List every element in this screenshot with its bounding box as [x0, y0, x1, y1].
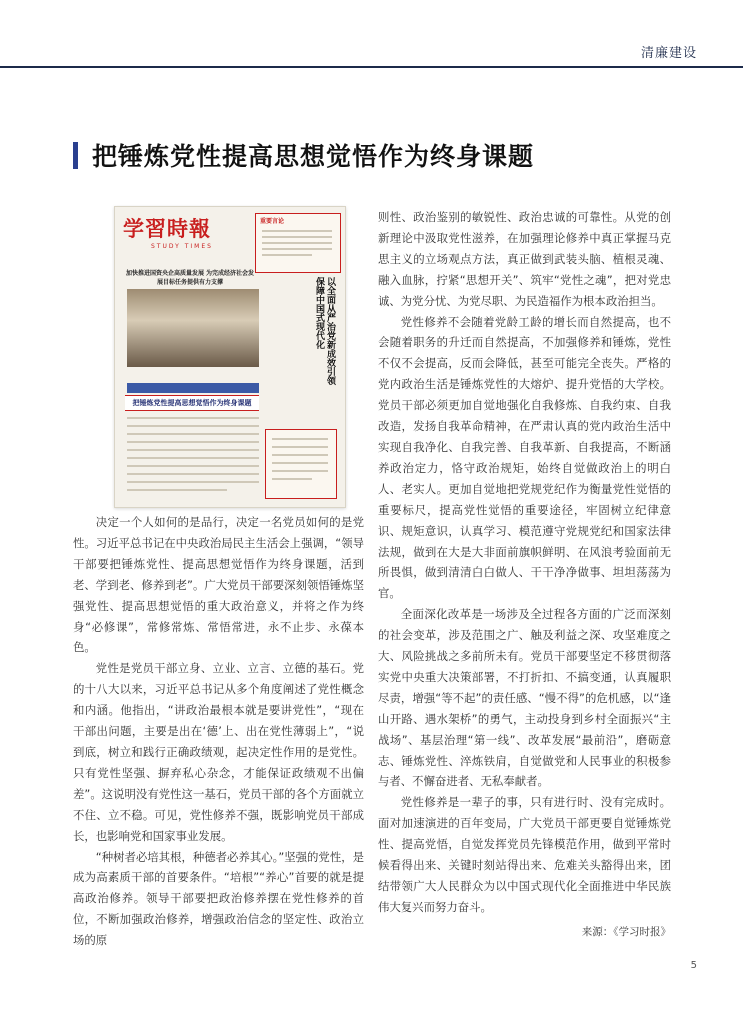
paragraph: 党性是党员干部立身、立业、立言、立德的基石。党的十八大以来，习近平总书记从多个角度阐述了党性概念和内涵。他指出，“讲政治最根本就是要讲党性”，“现在干部出问题，主要是出在‘德’上、出在党性薄弱上”，“说到底，树立和践行正确政绩观，起决定性作用的是党性。只有党性坚强、摒弃私心杂念，才能保证政绩观不出偏差”。这说明没有党性这一基石，党员干部的各个方面就立不住、立不稳。可见，党性修养不强，既影响党员干部成长，也影响党和国家事业发展。	[73, 661, 364, 843]
paragraph: 决定一个人如何的是品行，决定一名党员如何的是党性。习近平总书记在中央政治局民主生活会上强调，“领导干部要把锤炼党性、提高思想觉悟作为终身课题，活到老、学到老、修养到老”。广大党员干部要深刻领悟锤炼坚强党性、提高思想觉悟的重大政治意义，并将之作为终身“必修课”，常修常炼、常悟常进，永不止步、永葆本色。	[73, 515, 364, 655]
body-left-column	[73, 512, 364, 951]
paragraph: 党性修养是一辈子的事，只有进行时、没有完成时。面对加速演进的百年变局，广大党员干部更要自觉锤炼党性、提高党悟，自觉发挥党员先锋模范作用，做到平常时候看得出来、关键时刻站得出来、危难关头豁得出来，团结带领广大人民群众为以中国式现代化全面推进中华民族伟大复兴而努力奋斗。	[378, 795, 671, 914]
clipping-vertical-headline: 以全面从严治党新成效引领保障中国式现代化	[314, 277, 335, 385]
text-line	[127, 433, 259, 435]
newspaper-clipping-image	[114, 206, 346, 508]
text-line	[127, 489, 227, 491]
clipping-subheadline: 把锤炼党性提高思想觉悟作为终身课题	[125, 395, 259, 411]
paragraph-continuation: 则性、政治鉴别的敏锐性、政治忠诚的可靠性。从党的创新理论中汲取党性滋养，在加强理论修养中真正掌握马克思主义的立场观点方法，真正做到武装头脑、植根灵魂、融入血脉，拧紧“思想开关”、筑牢“党性之魂”，把对党忠诚、为党分忧、为党尽职、为民造福作为根本政治担当。	[378, 210, 671, 308]
paragraph: 全面深化改革是一场涉及全过程各方面的广泛而深刻的社会变革，涉及范围之广、触及利益之深、攻坚难度之大、风险挑战之多前所未有。党员干部要坚定不移贯彻落实党中央重大决策部署，不打折扣、不搞变通，认真履职尽责，增强“等不起”的责任感、“慢不得”的危机感，以“逢山开路、遇水架桥”的勇气，主动投身到乡村全面振兴“主战场”、基层治理“第一线”、改革发展“最前沿”，磨砺意志、锤炼党性、淬炼铁肩，自觉做党和人民事业的积极参与者、不懈奋进者、无私奉献者。	[378, 607, 671, 789]
section-label: 清廉建设	[640, 46, 697, 61]
body-right-column	[378, 207, 671, 943]
text-line	[127, 449, 259, 451]
clipping-side-box	[265, 429, 337, 499]
article-title: 把锤炼党性提高思想觉悟作为终身课题	[92, 142, 535, 171]
masthead-subtitle: STUDY TIMES	[151, 243, 213, 250]
clipping-blue-caption-bar	[127, 383, 259, 393]
text-line	[272, 470, 328, 472]
masthead-title: 学習時報	[123, 216, 211, 241]
text-line	[262, 248, 332, 250]
paragraph: 党性修养不会随着党龄工龄的增长而自然提高，也不会随着职务的升迁而自然提高，不加强修养和锤炼，党性不仅不会提高，反而会降低，甚至可能完全丧失。严格的党内政治生活是锤炼党性的大熔炉、提升党悟的大学校。党员干部必须更加自觉地强化自我修炼、自我约束、自我改造，发扬自我革命精神，在严肃认真的党内政治生活中实现自我净化、自我完善、自我革新、自我提高，不断涵养政治定力，恪守政治规矩，始终自觉做政治上的明白人、老实人。更加自觉地把党规党纪作为衡量党性觉悟的重要标尺，提高党性觉悟的重要途径，牢固树立纪律意识、规矩意识，认真学习、模范遵守党规党纪和国家法律法规，做到在大是大非面前旗帜鲜明、在风浪考验面前无所畏惧，做到清清白白做人、干干净净做事、坦坦荡荡为官。	[378, 314, 671, 601]
text-line	[262, 242, 332, 244]
text-line	[127, 481, 259, 483]
text-line	[262, 230, 332, 232]
text-line	[127, 473, 259, 475]
text-line	[127, 425, 259, 427]
text-line	[262, 254, 312, 256]
text-line	[262, 236, 332, 238]
page-number: 5	[690, 960, 697, 971]
text-line	[272, 454, 328, 456]
title-accent-bar	[73, 142, 78, 169]
newspaper-masthead	[123, 213, 253, 255]
text-line	[272, 446, 328, 448]
clipping-photo	[127, 289, 259, 367]
text-line	[127, 457, 259, 459]
paragraph: “种树者必培其根，种德者必养其心。”坚强的党性，是成为高素质干部的首要条件。“培根”“养心”首要的就是提高政治修养。领导干部要把政治修养摆在党性修养的首位，不断加强政治修养，增强政治信念的坚定性、政治立场的原	[73, 849, 364, 948]
clipping-comment-label: 重要言论	[260, 218, 285, 225]
text-line	[272, 438, 328, 440]
text-line	[127, 417, 259, 419]
header-divider	[0, 66, 743, 68]
text-line	[272, 462, 328, 464]
text-line	[127, 465, 259, 467]
text-line	[272, 478, 312, 480]
clipping-headline: 加快推进国资央企高质量发展 为完成经济社会发展目标任务提供有力支撑	[125, 270, 255, 286]
text-line	[127, 441, 259, 443]
clipping-comment-box	[255, 213, 341, 273]
article-source: 来源：《学习时报》	[581, 925, 671, 938]
